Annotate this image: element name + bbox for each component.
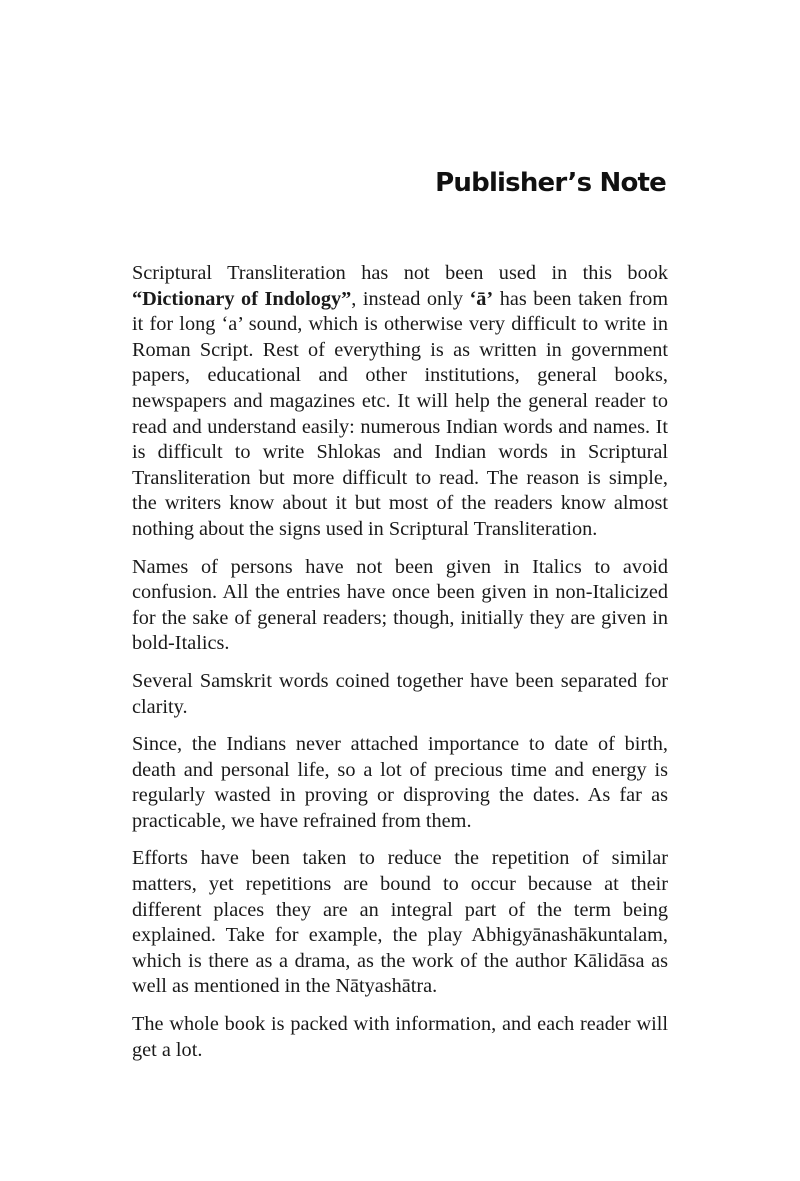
paragraph-text: , instead only <box>351 287 470 310</box>
note-body <box>132 261 668 1075</box>
paragraph-text: has been taken from it for long ‘a’ sound, which is otherwise very difficult to write in Roman Script. Rest of everything is as written in government papers, educational and other institutions, general books, newspapers and magazines etc. It will help the general reader to read and understand easily: numerous Indian words and names. It is difficult to write Shlokas and Indian words in Scriptural Transliteration but more difficult to read. The reason is simple, the writers know about it but most of the readers know almost nothing about the signs used in Scriptural Transliteration. <box>132 287 668 540</box>
paragraph-dates: Since, the Indians never attached importance to date of birth, death and personal life, so a lot of precious time and energy is regularly wasted in proving or disproving the dates. As far as practicable, we have refrained from them. <box>132 733 668 832</box>
paragraph-transliteration <box>132 261 668 543</box>
paragraph-samskrit-words: Several Samskrit words coined together have been separated for clarity. <box>132 669 668 718</box>
paragraph-repetitions: Efforts have been taken to reduce the repetition of similar matters, yet repetitions are bound to occur because at their different places they are an integral part of the term being explained. Take for example, the play Abhigyānashākuntalam, which is there as a drama, as the work of the author Kālidāsa as well as mentioned in the Nātyashātra. <box>132 847 668 998</box>
page-title: Publisher’s Note <box>435 168 666 198</box>
paragraph-closing: The whole book is packed with information, and each reader will get a lot. <box>132 1013 668 1061</box>
paragraph-text: Scriptural Transliteration has not been used in this book <box>132 262 668 284</box>
long-a-text: ‘ā’ <box>469 287 494 310</box>
book-title-text: “Dictionary of Indology” <box>132 287 352 310</box>
paragraph-names: Names of persons have not been given in Italics to avoid confusion. All the entries have once been given in non-Italicized for the sake of general readers; though, initially they are given in bold-Italics. <box>132 555 668 655</box>
